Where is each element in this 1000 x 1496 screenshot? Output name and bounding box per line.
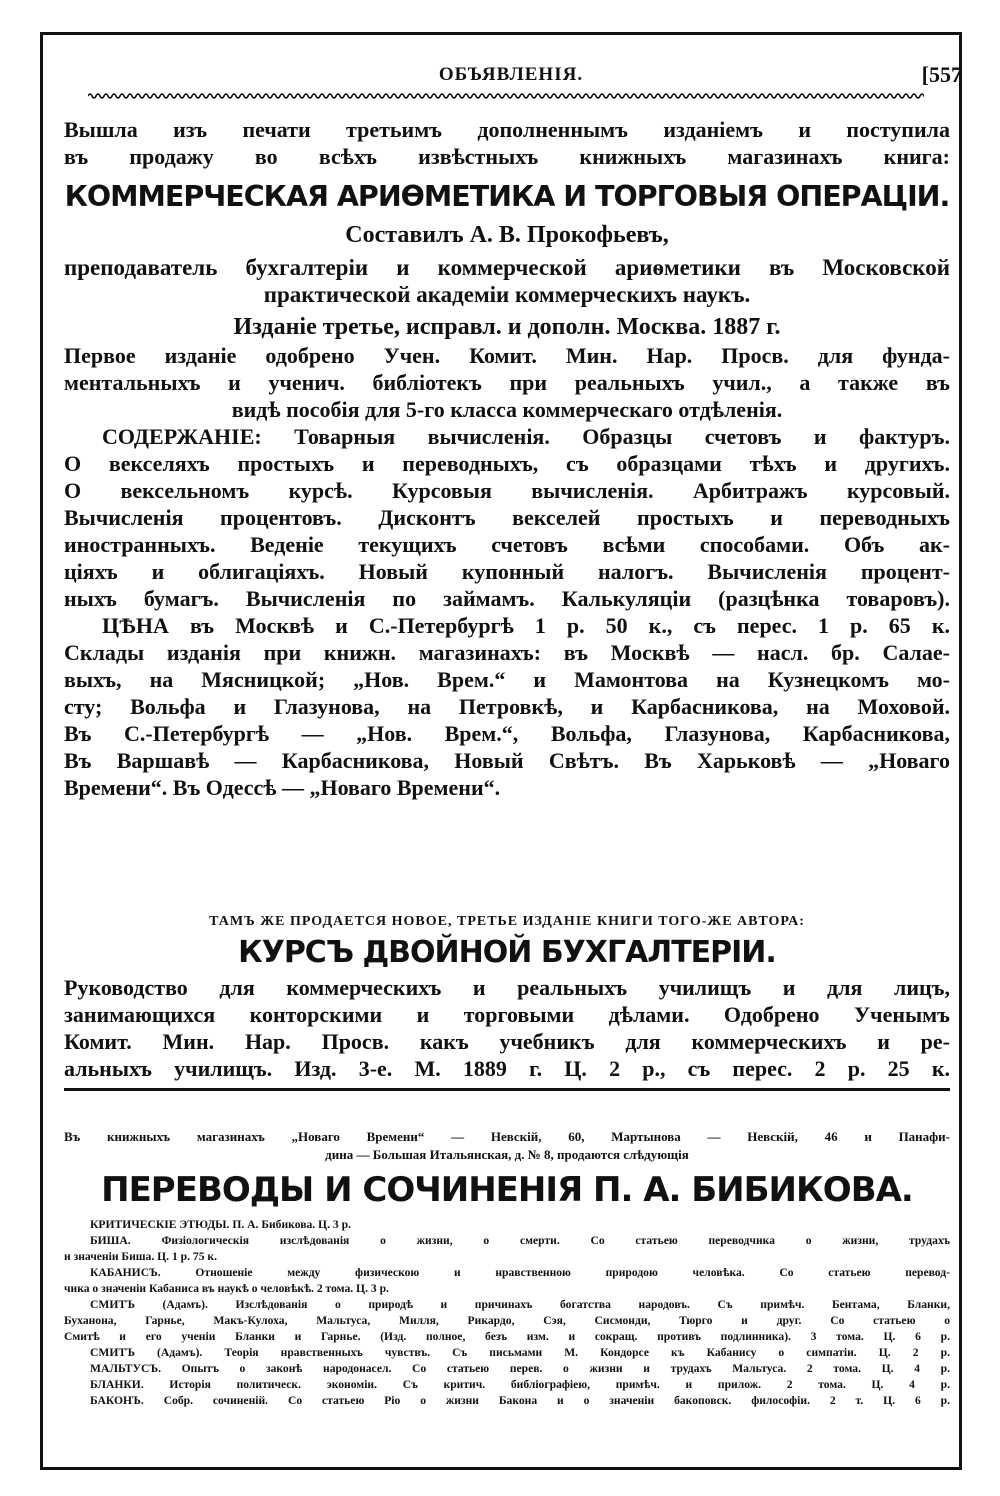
- list-item: СМИТЪ (Адамъ). Изслѣдованія о природѣ и причинахъ богатства народовъ. Съ примѣч. Бентама, Бланки,: [90, 1298, 950, 1311]
- subheading: ТАМЪ ЖЕ ПРОДАЕТСЯ НОВОЕ, ТРЕТЬЕ ИЗДАНІЕ КНИГИ ТОГО-ЖЕ АВТОРА:: [209, 914, 805, 929]
- text-line: выхъ, на Мясницкой; „Нов. Врем.“ и Мамонтова на Кузнецкомъ мо-: [64, 667, 950, 692]
- text-line: сту; Вольфа и Глазунова, на Петровкѣ, и Карбасникова, на Моховой.: [64, 694, 950, 719]
- text-line: Въ С.-Петербургѣ — „Нов. Врем.“, Вольфа, Глазунова, Карбасникова,: [64, 721, 950, 746]
- text-line: Въ книжныхъ магазинахъ „Новаго Времени“ — Невскій, 60, Мартынова — Невскій, 46 и Панафи-: [64, 1129, 950, 1144]
- edition-line: Изданіе третье, исправл. и дополн. Москва. 1887 г.: [233, 314, 781, 340]
- text-line: Въ Варшавѣ — Карбасникова, Новый Свѣтъ. Въ Харьковѣ — „Новаго: [64, 748, 950, 773]
- list-item: МАЛЬТУСЪ. Опытъ о законѣ народонасел. Со статьею перев. о жизни и трудахъ Мальтуса. 2 тома. Ц. 4 р.: [90, 1362, 950, 1375]
- text-line: иностранныхъ. Веденіе текущихъ счетовъ всѣми способами. Объ ак-: [64, 532, 950, 557]
- text-line: Руководство для коммерческихъ и реальныхъ училищъ и для лицъ,: [64, 975, 950, 1000]
- text-line: ментальныхъ и ученич. библіотекъ при реальныхъ учил., а также въ: [64, 370, 950, 395]
- author-line: Составилъ А. В. Прокофьевъ,: [345, 222, 669, 248]
- author-info: [64, 254, 950, 308]
- text-line: Вышла изъ печати третьимъ дополненнымъ изданіемъ и поступила: [64, 117, 950, 142]
- bibikov-list: [64, 1217, 950, 1409]
- list-item: Буханона, Гарнье, Макъ-Кулоха, Мальтуса, Милля, Рикардо, Сэя, Сисмонди, Тюрго и друг. Со статьею о: [64, 1314, 950, 1327]
- text-line: СОДЕРЖАНІЕ: Товарныя вычисленія. Образцы счетовъ и фактуръ.: [102, 424, 950, 449]
- text-line: видѣ пособія для 5-го класса коммерческаго отдѣленія.: [231, 397, 783, 422]
- ad1-intro: [64, 116, 950, 170]
- bookkeeping-description: [64, 974, 950, 1082]
- running-title: ОБЪЯВЛЕНІЯ.: [438, 64, 584, 85]
- text-line: альныхъ училищъ. Изд. 3-е. М. 1889 г. Ц. 2 р., съ перес. 2 р. 25 к.: [64, 1056, 950, 1081]
- list-item: чика о значеніи Кабаниса въ наукѣ о человѣкѣ. 2 тома. Ц. 3 р.: [64, 1282, 389, 1295]
- text-line: О вексельномъ курсѣ. Курсовыя вычисленія. Арбитражъ курсовый.: [64, 478, 950, 503]
- list-item: и значеніи Биша. Ц. 1 р. 75 к.: [64, 1250, 217, 1263]
- text-line: занимающихся конторскими и торговыми дѣлами. Одобрено Ученымъ: [64, 1002, 950, 1027]
- bibikov-intro: [64, 1128, 950, 1163]
- book-title: КУРСЪ ДВОЙНОЙ БУХГАЛТЕРІИ.: [238, 935, 776, 970]
- book-title: КОММЕРЧЕСКАЯ АРИѲМЕТИКА И ТОРГОВЫЯ ОПЕРАЦІИ.: [64, 180, 950, 213]
- page-number: [557: [921, 62, 962, 87]
- price-and-stores: [64, 612, 950, 801]
- text-line: Комит. Мин. Нар. Просв. какъ учебникъ для коммерческихъ и ре-: [64, 1029, 950, 1054]
- text-line: Первое изданіе одобрено Учен. Комит. Мин. Нар. Просв. для фунда-: [64, 343, 950, 368]
- text-line: практической академіи коммерческихъ наукъ.: [263, 282, 751, 307]
- list-item: БИША. Физіологическія изслѣдованія о жизни, о смерти. Со статьею переводчика о жизни, трудахъ: [90, 1234, 950, 1247]
- horizontal-rule: [64, 1088, 950, 1091]
- text-line: Времени“. Въ Одессѣ — „Новаго Времени“.: [64, 775, 501, 800]
- wavy-rule: [88, 90, 924, 102]
- advertisement-arithmetic: [64, 116, 950, 801]
- text-line: Склады изданія при книжн. магазинахъ: въ Москвѣ — насл. бр. Салае-: [64, 640, 950, 665]
- text-line: ЦѢНА въ Москвѣ и С.-Петербургѣ 1 р. 50 к., съ перес. 1 р. 65 к.: [102, 613, 950, 638]
- text-line: ціяхъ и облигаціяхъ. Новый купонный налогъ. Вычисленія процент-: [64, 559, 950, 584]
- list-item: БАКОНЪ. Собр. сочиненій. Со статьею Ріо о жизни Бакона и о значеніи бакоповск. философіи. 2 т. Ц. 6 р.: [90, 1394, 950, 1407]
- text-line: дина — Большая Итальянская, д. № 8, продаются слѣдующія: [325, 1146, 689, 1162]
- text-line: О векселяхъ простыхъ и переводныхъ, съ образцами тѣхъ и другихъ.: [64, 451, 950, 476]
- approval-text: [64, 342, 950, 423]
- list-item: БЛАНКИ. Исторія политическ. экономіи. Съ критич. библіографіею, примѣч. и прилож. 2 тома. Ц. 4 р.: [90, 1378, 950, 1391]
- contents-text: [64, 423, 950, 612]
- text-line: Вычисленія процентовъ. Дисконтъ векселей простыхъ и переводныхъ: [64, 505, 950, 530]
- text-line: преподаватель бухгалтеріи и коммерческой ариѳметики въ Московской: [64, 255, 950, 280]
- list-item: КАБАНИСЪ. Отношеніе между физическою и нравственною природою человѣка. Со статьею перевод-: [90, 1266, 950, 1279]
- advertisement-bookkeeping: [64, 914, 950, 1097]
- list-item: СМИТЪ (Адамъ). Теорія нравственныхъ чувствъ. Съ письмами М. Кондорсе къ Кабанису о симпатіи. Ц. 2 р.: [90, 1346, 950, 1359]
- advertisement-bibikov: [64, 1128, 950, 1409]
- list-item: Смитѣ и его ученіи Бланки и Гарнье. (Изд. полное, безъ изм. и сокращ. противъ подлинника). 3 тома. Ц. 6 р.: [64, 1330, 950, 1343]
- section-title: ПЕРЕВОДЫ И СОЧИНЕНІЯ П. А. БИБИКОВА.: [101, 1170, 913, 1210]
- text-line: въ продажу во всѣхъ извѣстныхъ книжныхъ магазинахъ книга:: [64, 144, 950, 169]
- list-item: КРИТИЧЕСКІЕ ЭТЮДЫ. П. А. Бибикова. Ц. 3 р.: [90, 1218, 351, 1231]
- text-line: ныхъ бумагъ. Вычисленія по займамъ. Калькуляціи (разцѣнка товаровъ).: [64, 586, 950, 611]
